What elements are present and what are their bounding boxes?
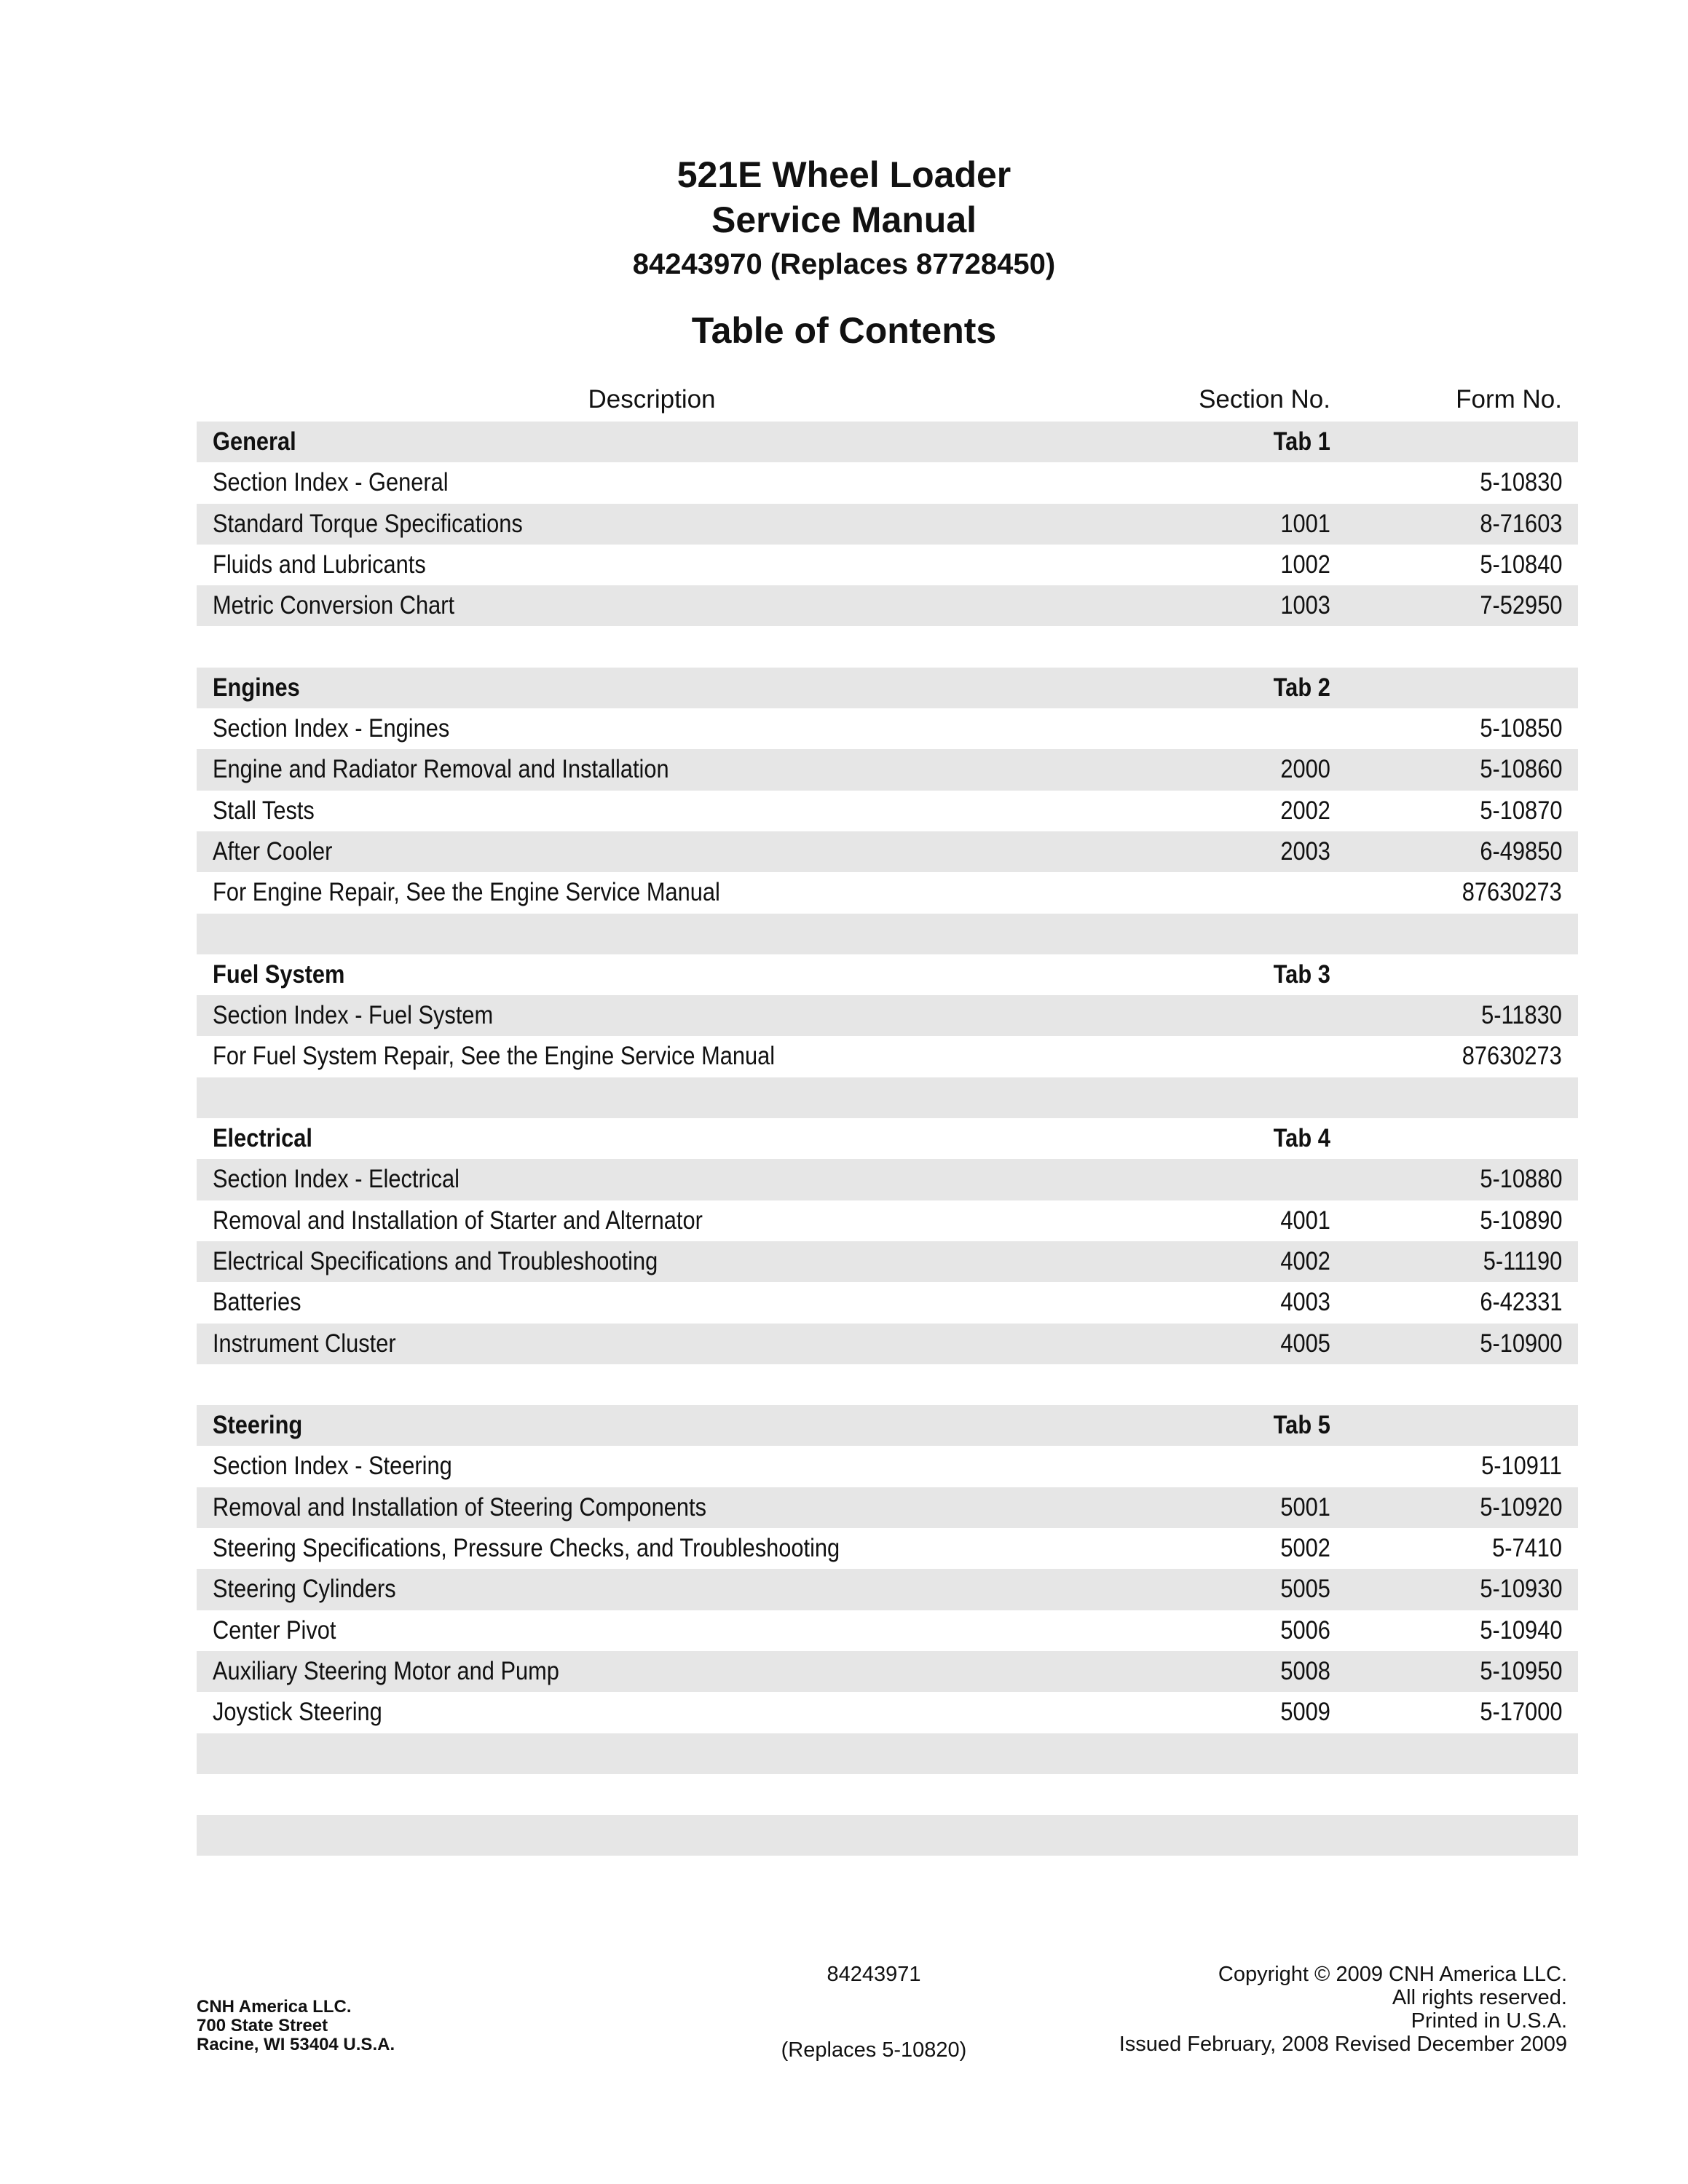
- toc-description: Engine and Radiator Removal and Installation: [213, 755, 669, 784]
- toc-description: Removal and Installation of Steering Components: [213, 1492, 706, 1522]
- toc-form-number: 5-11190: [1483, 1246, 1562, 1275]
- toc-description: Section Index - Fuel System: [213, 1001, 494, 1030]
- toc-item-row: [197, 1651, 1578, 1692]
- column-header-form: Form No.: [1456, 385, 1562, 414]
- toc-form-number: 5-10870: [1479, 796, 1562, 825]
- toc-item-row: [197, 749, 1578, 790]
- toc-blank-row: [197, 626, 1578, 667]
- toc-item-row: [197, 1282, 1578, 1323]
- column-headers: [197, 381, 1578, 422]
- toc-description: Electrical: [213, 1124, 312, 1153]
- toc-form-number: 7-52950: [1479, 591, 1562, 620]
- toc-section-number: Tab 5: [1273, 1411, 1330, 1440]
- toc-section-number: 5006: [1280, 1615, 1330, 1645]
- company-street: 700 State Street: [197, 2016, 328, 2035]
- toc-description: Fluids and Lubricants: [213, 550, 426, 579]
- toc-form-number: 5-10920: [1479, 1492, 1562, 1522]
- toc-description: Engines: [213, 673, 300, 702]
- toc-item-row: [197, 1446, 1578, 1487]
- toc-form-number: 6-49850: [1479, 836, 1562, 866]
- company-name: CNH America LLC.: [197, 1997, 352, 2017]
- toc-description: Section Index - Engines: [213, 714, 450, 743]
- toc-item-row: [197, 1241, 1578, 1282]
- toc-form-number: 5-10940: [1479, 1615, 1562, 1645]
- toc-description: For Fuel System Repair, See the Engine Service Manual: [213, 1042, 776, 1071]
- toc-section-number: 5005: [1280, 1575, 1330, 1604]
- toc-form-number: 5-10930: [1479, 1575, 1562, 1604]
- toc-form-number: 5-7410: [1492, 1534, 1562, 1563]
- copyright-line: Copyright © 2009 CNH America LLC.: [1218, 1963, 1567, 1986]
- toc-section-number: Tab 3: [1273, 960, 1330, 989]
- toc-description: General: [213, 427, 296, 456]
- toc-form-number: 5-10840: [1479, 550, 1562, 579]
- toc-form-number: 5-10900: [1479, 1329, 1562, 1358]
- rights-line: All rights reserved.: [1392, 1986, 1567, 2009]
- toc-section-row: [197, 668, 1578, 708]
- toc-description: Steering Cylinders: [213, 1575, 396, 1604]
- toc-section-number: 1003: [1280, 591, 1330, 620]
- toc-blank-row: [197, 1077, 1578, 1118]
- toc-heading: Table of Contents: [691, 310, 997, 351]
- toc-item-row: [197, 995, 1578, 1036]
- toc-form-number: 5-10880: [1479, 1165, 1562, 1194]
- toc-form-number: 6-42331: [1479, 1288, 1562, 1317]
- toc-item-row: [197, 1528, 1578, 1569]
- toc-section-number: 2002: [1280, 796, 1330, 825]
- toc-rows: [197, 422, 1578, 1856]
- toc-section-number: 1002: [1280, 550, 1330, 579]
- toc-blank-row: [197, 1774, 1578, 1815]
- document-number: 84243971: [827, 1963, 921, 1986]
- toc-description: After Cooler: [213, 836, 333, 866]
- copyright-block: [1119, 1963, 1567, 2056]
- toc-blank-row: [197, 1815, 1578, 1856]
- toc-item-row: [197, 872, 1578, 913]
- toc-form-number: 8-71603: [1479, 509, 1562, 538]
- toc-section-number: Tab 2: [1273, 673, 1330, 702]
- toc-blank-row: [197, 1733, 1578, 1774]
- toc-form-number: 5-10911: [1481, 1452, 1562, 1481]
- toc-section-number: 4001: [1280, 1206, 1330, 1235]
- toc-section-number: 5001: [1280, 1492, 1330, 1522]
- toc-item-row: [197, 1569, 1578, 1610]
- toc-item-row: [197, 462, 1578, 503]
- replaces-note: (Replaces 5-10820): [781, 2038, 967, 2062]
- toc-description: Stall Tests: [213, 796, 315, 825]
- toc-section-number: 5002: [1280, 1534, 1330, 1563]
- toc-description: Section Index - General: [213, 468, 449, 497]
- part-number: 84243970 (Replaces 87728450): [632, 248, 1056, 280]
- toc-description: For Engine Repair, See the Engine Service Manual: [213, 878, 720, 907]
- toc-section-number: Tab 4: [1273, 1124, 1330, 1153]
- column-header-description: Description: [588, 385, 716, 414]
- toc-form-number: 5-10950: [1479, 1656, 1562, 1685]
- toc-form-number: 87630273: [1462, 1042, 1562, 1071]
- toc-item-row: [197, 504, 1578, 545]
- company-city: Racine, WI 53404 U.S.A.: [197, 2035, 395, 2054]
- table-of-contents: [197, 381, 1578, 1856]
- toc-item-row: [197, 545, 1578, 585]
- toc-description: Section Index - Steering: [213, 1452, 452, 1481]
- toc-item-row: [197, 1200, 1578, 1241]
- toc-description: Joystick Steering: [213, 1698, 382, 1727]
- toc-section-number: 2000: [1280, 755, 1330, 784]
- toc-section-number: 5008: [1280, 1656, 1330, 1685]
- toc-form-number: 5-10850: [1479, 714, 1562, 743]
- toc-item-row: [197, 1610, 1578, 1651]
- toc-description: Metric Conversion Chart: [213, 591, 455, 620]
- toc-section-number: 1001: [1280, 509, 1330, 538]
- printed-line: Printed in U.S.A.: [1411, 2009, 1567, 2033]
- toc-form-number: 5-10830: [1479, 468, 1562, 497]
- toc-section-row: [197, 1405, 1578, 1446]
- toc-item-row: [197, 791, 1578, 831]
- company-address: [197, 1998, 395, 2054]
- toc-section-number: 4002: [1280, 1246, 1330, 1275]
- column-header-section: Section No.: [1199, 385, 1330, 414]
- toc-description: Steering Specifications, Pressure Checks, and Troubleshooting: [213, 1534, 840, 1563]
- toc-description: Batteries: [213, 1288, 301, 1317]
- toc-form-number: 5-17000: [1479, 1698, 1562, 1727]
- toc-item-row: [197, 1324, 1578, 1364]
- toc-description: Instrument Cluster: [213, 1329, 396, 1358]
- toc-description: Electrical Specifications and Troubleshooting: [213, 1246, 658, 1275]
- toc-section-number: Tab 1: [1273, 427, 1330, 456]
- toc-item-row: [197, 1036, 1578, 1077]
- toc-section-row: [197, 954, 1578, 995]
- toc-section-row: [197, 422, 1578, 462]
- toc-form-number: 5-10860: [1479, 755, 1562, 784]
- toc-item-row: [197, 708, 1578, 749]
- toc-description: Center Pivot: [213, 1615, 336, 1645]
- toc-description: Steering: [213, 1411, 303, 1440]
- toc-section-number: 5009: [1280, 1698, 1330, 1727]
- toc-description: Fuel System: [213, 960, 345, 989]
- issued-line: Issued February, 2008 Revised December 2009: [1119, 2033, 1567, 2056]
- toc-description: Standard Torque Specifications: [213, 509, 523, 538]
- toc-form-number: 5-11830: [1481, 1001, 1562, 1030]
- toc-item-row: [197, 1159, 1578, 1200]
- toc-item-row: [197, 1487, 1578, 1528]
- toc-blank-row: [197, 914, 1578, 954]
- manual-subtitle: Service Manual: [711, 199, 977, 240]
- toc-description: Auxiliary Steering Motor and Pump: [213, 1656, 559, 1685]
- toc-description: Section Index - Electrical: [213, 1165, 460, 1194]
- toc-description: Removal and Installation of Starter and Alternator: [213, 1206, 703, 1235]
- toc-section-number: 4005: [1280, 1329, 1330, 1358]
- toc-form-number: 5-10890: [1479, 1206, 1562, 1235]
- toc-section-row: [197, 1118, 1578, 1159]
- toc-item-row: [197, 1692, 1578, 1733]
- toc-section-number: 4003: [1280, 1288, 1330, 1317]
- manual-title: 521E Wheel Loader: [677, 154, 1011, 195]
- toc-form-number: 87630273: [1462, 878, 1562, 907]
- toc-section-number: 2003: [1280, 836, 1330, 866]
- toc-item-row: [197, 585, 1578, 626]
- toc-blank-row: [197, 1364, 1578, 1405]
- toc-item-row: [197, 831, 1578, 872]
